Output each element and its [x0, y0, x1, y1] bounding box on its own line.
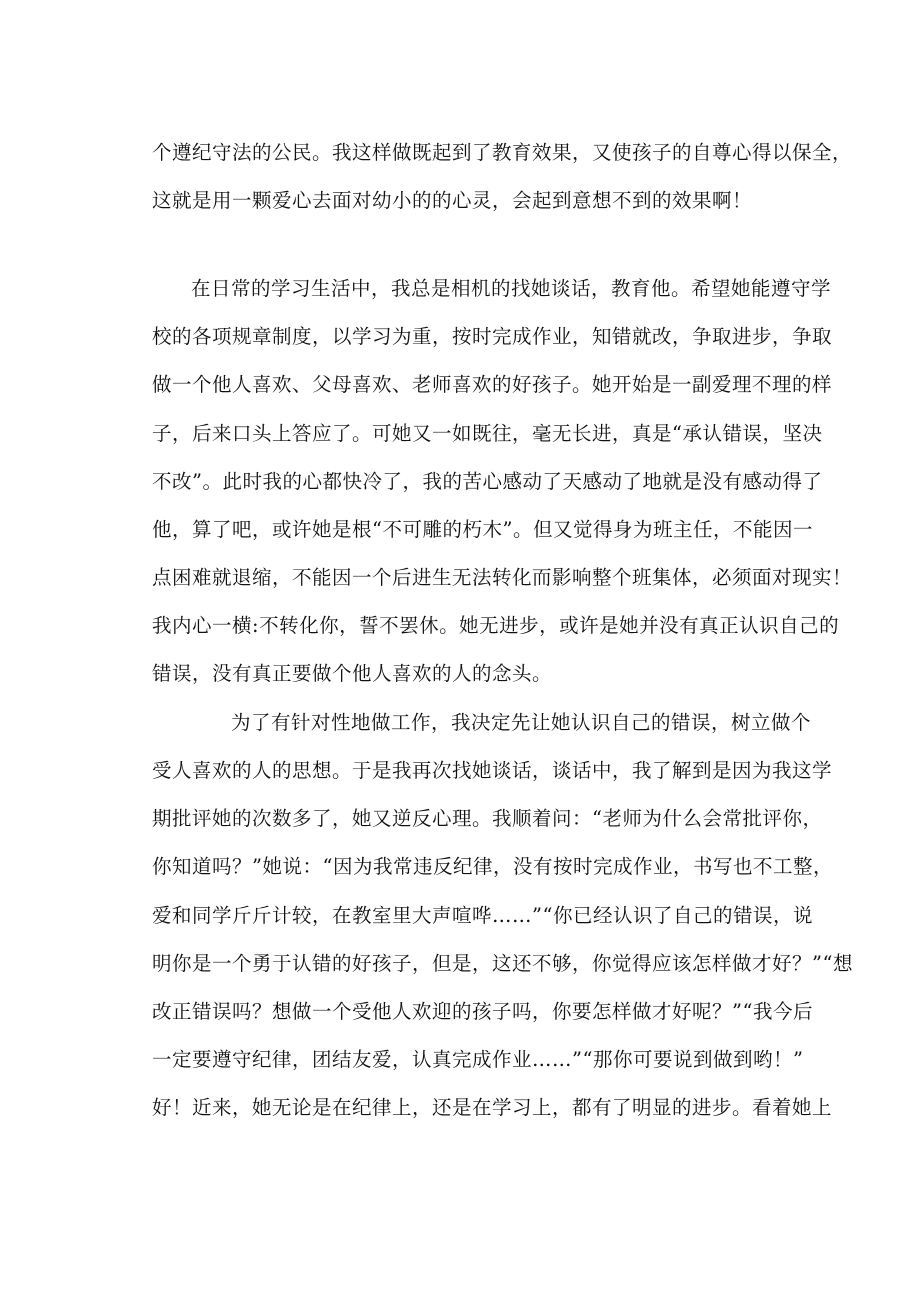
text-line: 我内心一横:不转化你，誓不罢休。她无进步，或许是她并没有真正认识自己的 — [152, 614, 840, 637]
text-line: 做一个他人喜欢、父母喜欢、老师喜欢的好孩子。她开始是一副爱理不理的样 — [152, 373, 833, 396]
text-line: 这就是用一颗爱心去面对幼小的的心灵，会起到意想不到的效果啊！ — [152, 189, 753, 212]
text-line: 期批评她的次数多了，她又逆反心理。我顺着问：“老师为什么会常批评你， — [152, 807, 823, 830]
text-line: 子，后来口头上答应了。可她又一如既往，毫无长进，真是“承认错误，坚决 — [152, 422, 823, 445]
text-line: 一定要遵守纪律，团结友爱，认真完成作业……”“那你可要说到做到哟！” — [152, 1048, 804, 1071]
text-line: 不改”。此时我的心都快冷了，我的苦心感动了天感动了地就是没有感动得了 — [152, 470, 823, 493]
text-line: 错误，没有真正要做个他人喜欢的人的念头。 — [152, 662, 553, 685]
paragraph-start-line: 在日常的学习生活中，我总是相机的找她谈话，教育他。希望她能遵守学 — [191, 277, 832, 300]
text-line: 明你是一个勇于认错的好孩子，但是，这还不够，你觉得应该怎样做才好？”“想 — [152, 952, 853, 975]
text-line: 好！近来，她无论是在纪律上，还是在学习上，都有了明显的进步。看着她上 — [152, 1096, 833, 1119]
text-line: 改正错误吗？想做一个受他人欢迎的孩子吗，你要怎样做才好呢？”“我今后 — [152, 1000, 813, 1023]
text-line: 个遵纪守法的公民。我这样做既起到了教育效果，又使孩子的自尊心得以保全， — [152, 141, 853, 164]
text-line: 爱和同学斤斤计较，在教室里大声喧哗……”“你已经认识了自己的错误，说 — [152, 904, 813, 927]
text-line: 你知道吗？”她说：“因为我常违反纪律，没有按时完成作业，书写也不工整， — [152, 855, 833, 878]
text-line: 点困难就退缩，不能因一个后进生无法转化而影响整个班集体，必须面对现实！ — [152, 566, 853, 589]
text-line: 他，算了吧，或许她是根“不可雕的朽木”。但又觉得身为班主任，不能因一 — [152, 518, 813, 541]
paragraph-start-line: 为了有针对性地做工作，我决定先让她认识自己的错误，树立做个 — [231, 711, 812, 734]
text-line: 校的各项规章制度，以学习为重，按时完成作业，知错就改，争取进步，争取 — [152, 325, 833, 348]
text-line: 受人喜欢的人的思想。于是我再次找她谈话，谈话中，我了解到是因为我这学 — [152, 759, 833, 782]
